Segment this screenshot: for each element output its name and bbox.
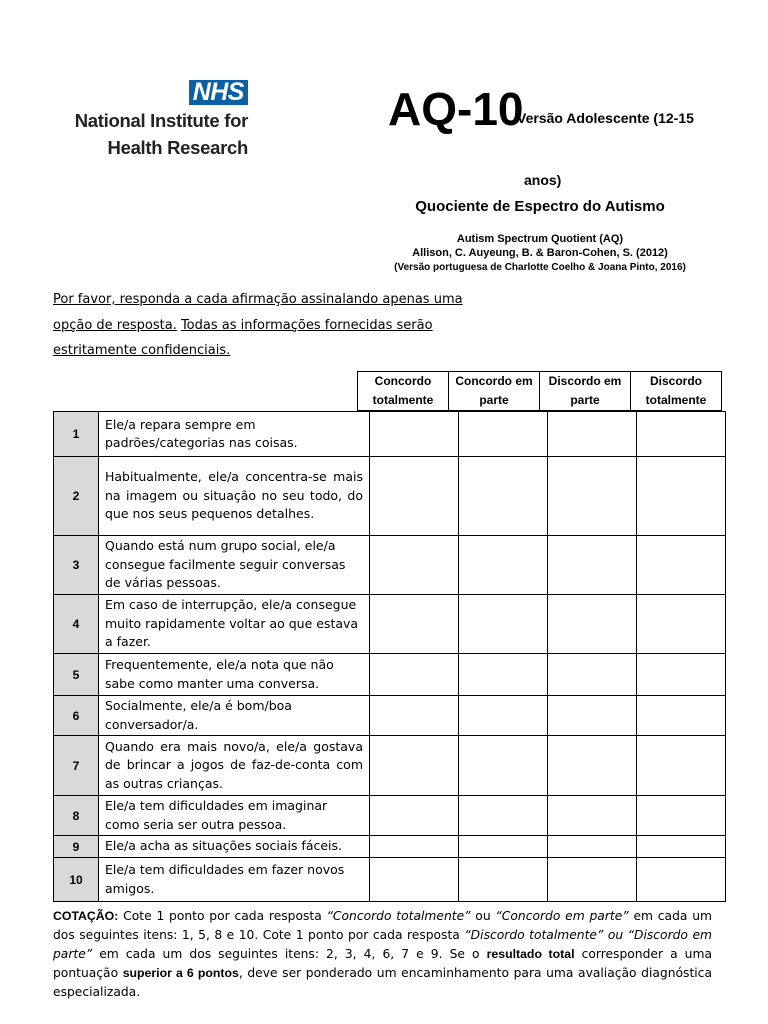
table-row [54, 696, 726, 736]
scoring-text: , deve ser ponderado um encaminhamento para uma avaliação diagnóstica especializada. [53, 966, 712, 999]
column-header: Concordo em parte [449, 372, 540, 411]
answer-cell-discordo-em-parte[interactable] [548, 412, 637, 457]
table-row [54, 536, 726, 595]
item-statement: Habitualmente, ele/a concentra-se mais na imagem ou situação no seu todo, do que nos seus pequenos detalhes. [99, 457, 370, 536]
scoring-quote: “Concordo totalmente” [326, 909, 471, 923]
item-statement: Frequentemente, ele/a nota que não sabe como manter uma conversa. [99, 654, 370, 696]
subtitle: Quociente de Espectro do Autismo [415, 198, 665, 215]
scoring-text: em cada um dos seguintes itens: 2, 3, 4, 6, 7 e 9. Se o [92, 947, 487, 961]
answer-cell-concordo-em-parte[interactable] [459, 736, 548, 796]
item-number: 10 [54, 858, 99, 902]
item-number: 2 [54, 457, 99, 536]
answer-column-headers [357, 371, 722, 411]
answer-cell-discordo-totalmente[interactable] [637, 536, 726, 595]
table-row [54, 858, 726, 902]
answer-cell-discordo-totalmente[interactable] [637, 412, 726, 457]
table-row [54, 836, 726, 858]
answer-cell-discordo-totalmente[interactable] [637, 457, 726, 536]
answer-cell-discordo-totalmente[interactable] [637, 696, 726, 736]
scoring-text: Cote 1 ponto por cada resposta [118, 909, 327, 923]
answer-cell-concordo-totalmente[interactable] [370, 858, 459, 902]
version-label-cont: anos) [524, 172, 562, 188]
item-number: 6 [54, 696, 99, 736]
logo-text-line1: National Institute for [74, 110, 248, 131]
scoring-instructions [53, 907, 712, 1002]
answer-cell-concordo-em-parte[interactable] [459, 696, 548, 736]
answer-cell-concordo-totalmente[interactable] [370, 654, 459, 696]
answer-cell-concordo-totalmente[interactable] [370, 796, 459, 836]
answer-cell-concordo-em-parte[interactable] [459, 654, 548, 696]
scoring-text: ou [470, 909, 496, 923]
answer-cell-discordo-em-parte[interactable] [548, 796, 637, 836]
answer-cell-discordo-em-parte[interactable] [548, 536, 637, 595]
item-statement: Ele/a acha as situações sociais fáceis. [99, 836, 370, 858]
nhs-logo-badge: NHS [189, 80, 248, 105]
instructions-part2: Todas as informações fornecidas serão estritamente confidenciais. [53, 317, 433, 358]
version-label: Versão Adolescente (12-15 [517, 110, 694, 126]
answer-cell-discordo-totalmente[interactable] [637, 836, 726, 858]
answer-cell-concordo-em-parte[interactable] [459, 858, 548, 902]
reference-line-2: Allison, C. Auyeung, B. & Baron-Cohen, S. (2012) [412, 247, 668, 259]
column-header: Discordo em parte [540, 372, 631, 411]
item-statement: Socialmente, ele/a é bom/boa conversador/a. [99, 696, 370, 736]
scoring-bold: superior a 6 pontos [122, 966, 239, 980]
item-number: 9 [54, 836, 99, 858]
answer-cell-concordo-totalmente[interactable] [370, 836, 459, 858]
table-row [54, 654, 726, 696]
item-number: 1 [54, 412, 99, 457]
column-header: Concordo totalmente [358, 372, 449, 411]
item-number: 4 [54, 595, 99, 654]
item-statement: Ele/a tem dificuldades em imaginar como seria ser outra pessoa. [99, 796, 370, 836]
answer-cell-concordo-totalmente[interactable] [370, 536, 459, 595]
answer-cell-concordo-totalmente[interactable] [370, 457, 459, 536]
answer-cell-concordo-totalmente[interactable] [370, 736, 459, 796]
scoring-text: corresponder a uma pontuação [53, 947, 712, 980]
answer-cell-concordo-em-parte[interactable] [459, 536, 548, 595]
answer-cell-discordo-em-parte[interactable] [548, 457, 637, 536]
logo-text-line2: Health Research [107, 137, 248, 158]
column-header: Discordo totalmente [631, 372, 722, 411]
table-row [54, 412, 726, 457]
table-row [54, 457, 726, 536]
answer-cell-concordo-totalmente[interactable] [370, 696, 459, 736]
item-statement: Em caso de interrupção, ele/a consegue muito rapidamente voltar ao que estava a fazer. [99, 595, 370, 654]
answer-cell-discordo-totalmente[interactable] [637, 654, 726, 696]
scoring-quote: “Discordo totalmente” ou “Discordo em parte” [53, 928, 712, 961]
item-number: 3 [54, 536, 99, 595]
scoring-label: COTAÇÃO: [53, 909, 119, 923]
table-row [54, 796, 726, 836]
nihr-logo [66, 80, 250, 160]
answer-cell-discordo-totalmente[interactable] [637, 858, 726, 902]
answer-cell-concordo-em-parte[interactable] [459, 836, 548, 858]
answer-cell-discordo-totalmente[interactable] [637, 595, 726, 654]
reference-line-1: Autism Spectrum Quotient (AQ) [456, 233, 624, 245]
table-row [54, 736, 726, 796]
item-statement: Quando está num grupo social, ele/a consegue facilmente seguir conversas de várias pessoas. [99, 536, 370, 595]
answer-cell-concordo-totalmente[interactable] [370, 595, 459, 654]
reference-line-3: (Versão portuguesa de Charlotte Coelho & Joana Pinto, 2016) [394, 262, 686, 273]
page-title: AQ-10 [388, 83, 524, 135]
item-statement: Ele/a tem dificuldades em fazer novos amigos. [99, 858, 370, 902]
answer-cell-discordo-em-parte[interactable] [548, 654, 637, 696]
questionnaire-table [53, 411, 726, 902]
answer-cell-concordo-em-parte[interactable] [459, 412, 548, 457]
answer-cell-concordo-em-parte[interactable] [459, 595, 548, 654]
instructions [53, 287, 503, 364]
answer-cell-concordo-em-parte[interactable] [459, 796, 548, 836]
item-number: 5 [54, 654, 99, 696]
scoring-bold: resultado total [486, 947, 575, 961]
instructions-part1: Por favor, responda a cada afirmação assinalando apenas uma opção de resposta. [53, 292, 463, 333]
item-number: 8 [54, 796, 99, 836]
answer-cell-discordo-em-parte[interactable] [548, 696, 637, 736]
item-statement: Quando era mais novo/a, ele/a gostava de brincar a jogos de faz-de-conta com as outras crianças. [99, 736, 370, 796]
scoring-text: em cada um dos seguintes itens: 1, 5, 8 e 10. Cote 1 ponto por cada resposta [53, 909, 712, 942]
table-row [54, 595, 726, 654]
answer-cell-discordo-totalmente[interactable] [637, 736, 726, 796]
item-number: 7 [54, 736, 99, 796]
answer-cell-concordo-totalmente[interactable] [370, 412, 459, 457]
answer-cell-discordo-em-parte[interactable] [548, 858, 637, 902]
scoring-quote: “Concordo em parte” [495, 909, 629, 923]
answer-cell-discordo-totalmente[interactable] [637, 796, 726, 836]
answer-cell-concordo-em-parte[interactable] [459, 457, 548, 536]
item-statement: Ele/a repara sempre em padrões/categorias nas coisas. [99, 412, 370, 457]
answer-cell-discordo-em-parte[interactable] [548, 836, 637, 858]
answer-cell-discordo-em-parte[interactable] [548, 736, 637, 796]
answer-cell-discordo-em-parte[interactable] [548, 595, 637, 654]
